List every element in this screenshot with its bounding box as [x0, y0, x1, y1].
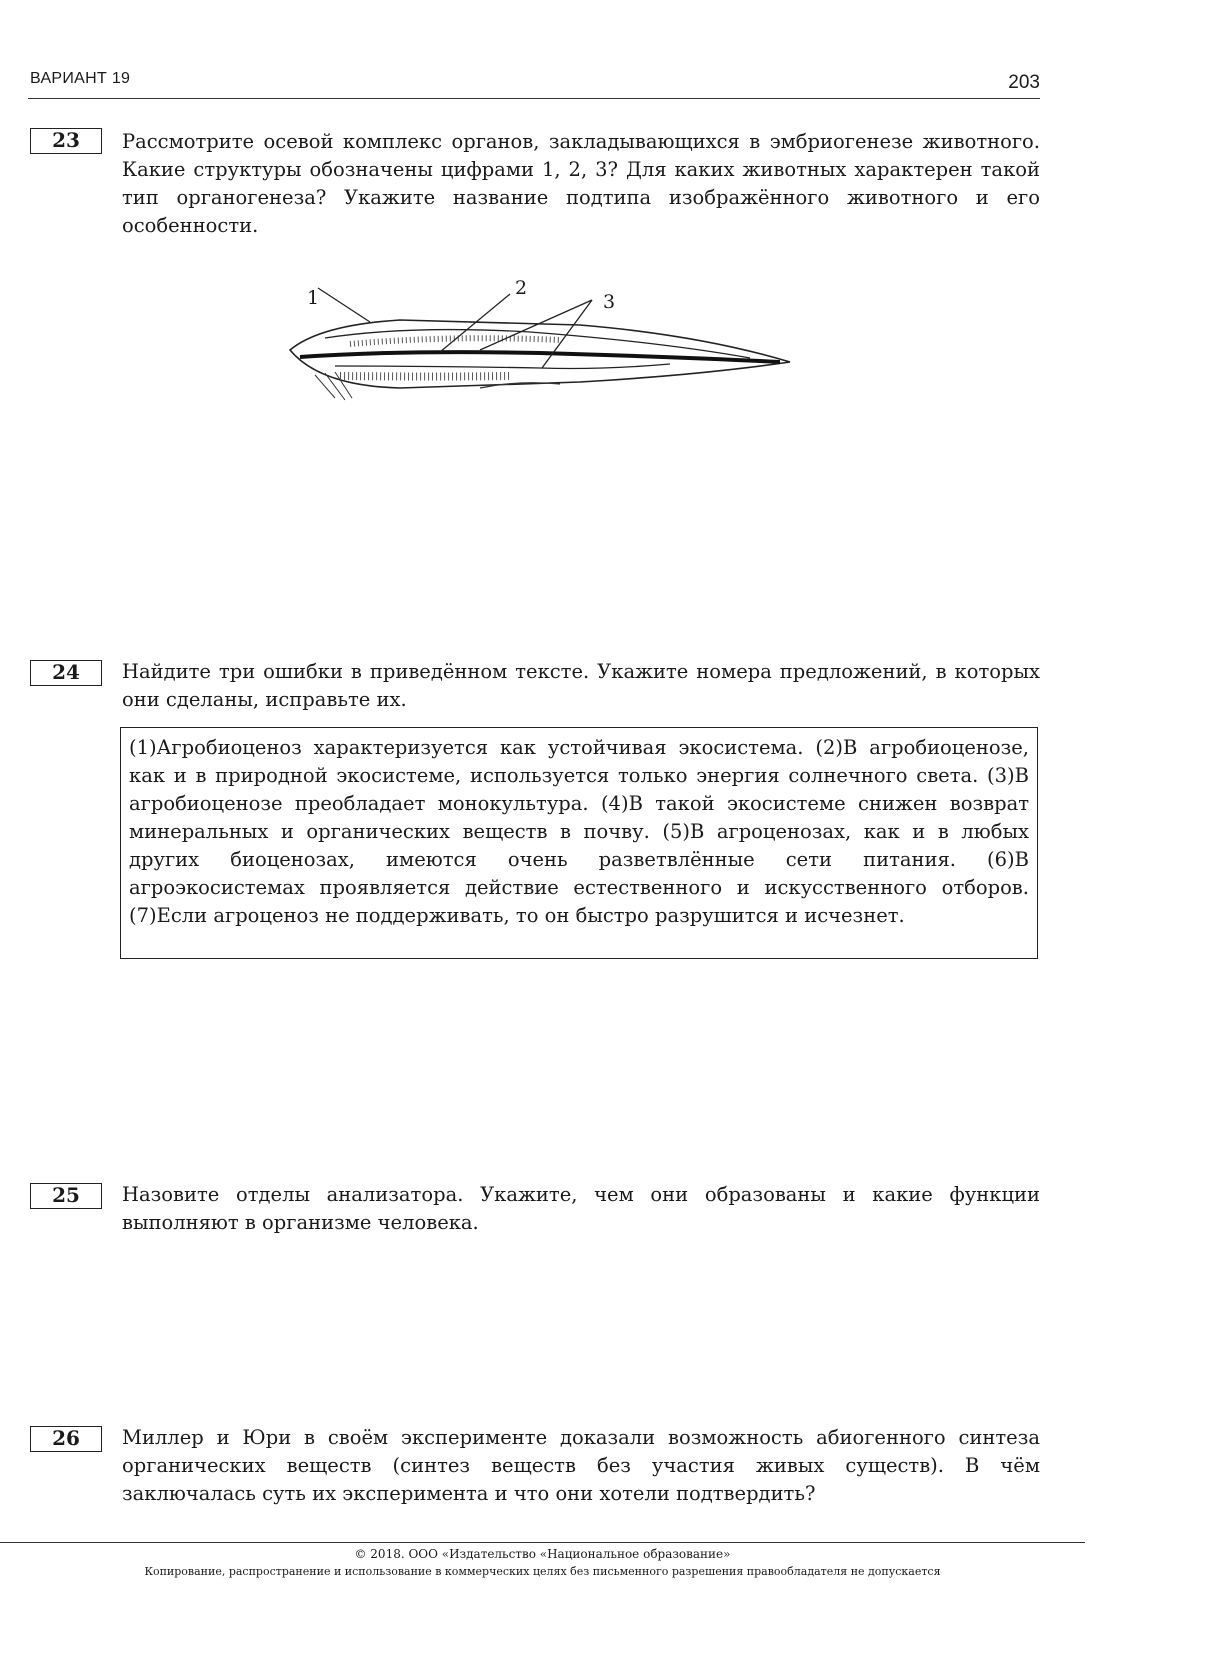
task-24-passage-box: (1)Агробиоценоз характеризуется как устойчивая экосистема. (2)В агробиоценозе, как и в природной экосистеме, используется только энергия солнечного света. (3)В агробиоценозе преобладает монокультура. (4)В такой экосистеме снижен возврат минеральных и органических веществ в почву. (5)В агроценозах, как и в любых других биоценозах, имеются очень разветвлённые сети питания. (6)В агроэкосистемах проявляется действие естественного и искусственного отборов. (7)Если агроценоз не поддерживать, то он быстро разрушится и исчезнет. — [120, 727, 1038, 959]
page-number: 203 — [1008, 72, 1040, 93]
question-text-25: Назовите отделы анализатора. Укажите, чем они образованы и какие функции выполняют в организме человека. — [122, 1183, 1040, 1234]
question-text-26: Миллер и Юри в своём эксперименте доказали возможность абиогенного синтеза органических веществ (синтез веществ без участия живых существ). В чём заключалась суть их эксперимента и что они хотели подтвердить? — [122, 1426, 1040, 1505]
question-number-25: 25 — [30, 1183, 102, 1209]
figure-label-3: 3 — [603, 291, 616, 313]
variant-header: ВАРИАНТ 19 — [30, 70, 131, 87]
question-text-23: Рассмотрите осевой комплекс органов, закладывающихся в эмбриогенезе животного. Какие структуры обозначены цифрами 1, 2, 3? Для каких животных характерен такой тип органогенеза? Укажите название подтипа изображённого животного и его особенности. — [122, 130, 1040, 237]
header-rule — [28, 98, 1040, 99]
figure-label-2: 2 — [515, 280, 528, 299]
figure-label-1: 1 — [307, 287, 320, 309]
question-text-24: Найдите три ошибки в приведённом тексте. Укажите номера предложений, в которых они сделаны, исправьте их. — [122, 660, 1040, 711]
footer-copyright: © 2018. ООО «Издательство «Национальное образование» — [354, 1547, 731, 1561]
question-number-26: 26 — [30, 1426, 102, 1452]
lancelet-embryo-figure — [280, 280, 820, 420]
footer-rule — [0, 1542, 1085, 1543]
footer-notice: Копирование, распространение и использование в коммерческих целях без письменного разрешения правообладателя не допускается — [144, 1565, 941, 1578]
question-number-24: 24 — [30, 660, 102, 686]
question-number-23: 23 — [30, 128, 102, 154]
